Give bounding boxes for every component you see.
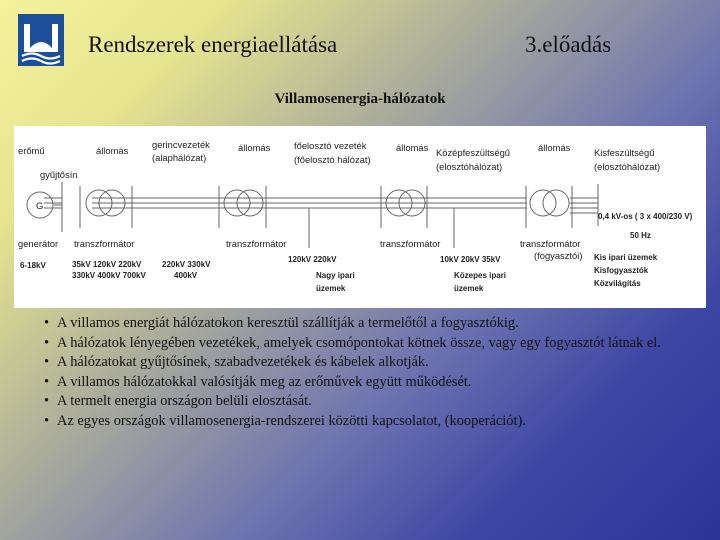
- bullet-item: • Az egyes országok villamosenergia-rendszerei közötti kapcsolatot, (kooperációt).: [44, 412, 704, 432]
- transformer-4-label: transzformátor: [520, 238, 581, 249]
- street-lighting-label: Közvilágítás: [594, 279, 641, 288]
- backbone-voltages-2: 400kV: [174, 271, 198, 280]
- transformer-3-label: transzformátor: [380, 238, 441, 249]
- medium-voltage-network-label: (elosztóhálózat): [436, 161, 503, 172]
- slide-subtitle: Villamosenergia-hálózatok: [274, 91, 446, 107]
- medium-voltage-voltages: 10kV 20kV 35kV: [440, 255, 501, 264]
- low-voltage-label: Kisfeszültségű: [594, 147, 655, 158]
- station-1-label: állomás: [96, 145, 129, 156]
- backbone-voltages-1: 220kV 330kV: [162, 260, 211, 269]
- power-network-diagram: [14, 126, 706, 308]
- generator-voltage: 6-18kV: [20, 261, 46, 270]
- bullet-list: [44, 314, 704, 432]
- transformer-1-voltages-2: 330kV 400kV 700kV: [72, 271, 146, 280]
- backbone-group: [152, 139, 211, 280]
- lecture-number: 3.előadás: [525, 32, 612, 57]
- backbone-network-label: (alaphálózat): [152, 152, 207, 163]
- station-4-label: állomás: [538, 142, 571, 153]
- large-industry-label-2: üzemek: [316, 284, 346, 293]
- bullet-item: • A hálózatok lényegében vezetékek, amelyek csomópontokat kötnek össze, vagy egy fogyasztót látnak el.: [44, 334, 704, 354]
- medium-industry-label-1: Közepes ipari: [454, 271, 507, 280]
- main-distribution-group: [226, 140, 371, 293]
- low-voltage-value: 0,4 kV-os ( 3 x 400/230 V): [598, 212, 693, 221]
- station-2-label: állomás: [238, 142, 271, 153]
- bullet-item: • A villamos energiát hálózatokon keresztül szállítják a termelőtől a fogyasztókig.: [44, 314, 704, 334]
- bullet-item: • A villamos hálózatokkal valósítják meg az erőművek együtt működését.: [44, 373, 704, 393]
- transformer-2-label: transzformátor: [226, 238, 287, 249]
- medium-voltage-group: [380, 142, 510, 293]
- small-industry-label: Kis ipari üzemek: [594, 253, 658, 262]
- institution-logo: [18, 14, 64, 66]
- station-3-label: állomás: [396, 142, 429, 153]
- slide-title: Rendszerek energiaellátása: [88, 32, 338, 57]
- generator-symbol-label: G: [36, 200, 44, 211]
- bullet-item: • A termelt energia országon belüli elosztását.: [44, 392, 704, 412]
- generator-label: generátor: [18, 238, 59, 249]
- main-distribution-network-label: (főelosztó hálózat): [294, 154, 371, 165]
- low-voltage-group: [520, 142, 693, 288]
- main-distribution-line-label: főelosztó vezeték: [294, 140, 367, 151]
- collector-bus-label: gyűjtősín: [40, 169, 78, 180]
- backbone-line-label: gerincvezeték: [152, 139, 210, 150]
- frequency-value: 50 Hz: [630, 231, 651, 240]
- medium-voltage-label: Középfeszültségű: [436, 147, 511, 158]
- step-up-station-group: [72, 145, 147, 280]
- small-consumers-label: Kisfogyasztók: [594, 266, 649, 275]
- consumer-transformer-label: (fogyasztói): [534, 250, 583, 261]
- transformer-1-voltages-1: 35kV 120kV 220kV: [72, 260, 142, 269]
- transformer-1-label: transzformátor: [74, 238, 135, 249]
- medium-industry-label-2: üzemek: [454, 284, 484, 293]
- main-distribution-voltages: 120kV 220kV: [288, 255, 337, 264]
- power-plant-label: erőmű: [18, 145, 45, 156]
- large-industry-label-1: Nagy ipari: [316, 271, 355, 280]
- bullet-item: • A hálózatokat gyűjtősínek, szabadvezetékek és kábelek alkotják.: [44, 353, 704, 373]
- low-voltage-network-label: (elosztóhálózat): [594, 161, 661, 172]
